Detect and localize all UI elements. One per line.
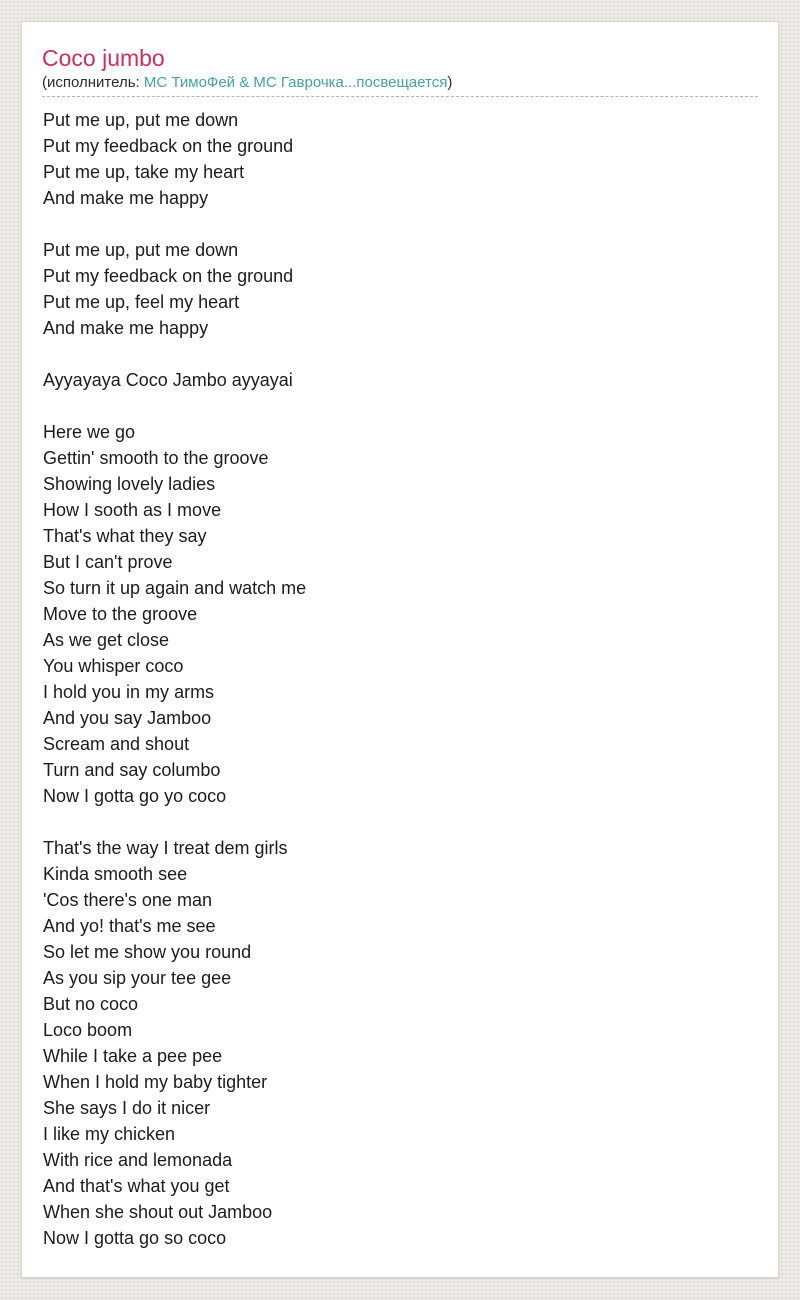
- lyric-line: Ayyayaya Coco Jambo ayyayai: [43, 370, 293, 390]
- page-title: Coco jumbo: [42, 45, 165, 71]
- lyric-line: Put my feedback on the ground: [43, 266, 294, 286]
- lyric-blank-line: [43, 809, 758, 835]
- lyrics-block: [22, 97, 778, 1277]
- lyric-line: Put my feedback on the ground: [43, 136, 294, 156]
- lyric-blank-line: [43, 211, 758, 237]
- lyrics-card: [21, 21, 779, 1278]
- lyric-line: Now I gotta go yo coco: [43, 786, 227, 806]
- lyric-line: Put me up, feel my heart: [43, 292, 240, 312]
- lyric-line: But no coco: [43, 994, 139, 1014]
- lyric-line: Now I gotta go so coco: [43, 1228, 227, 1248]
- artist-label-suffix: ): [447, 74, 453, 91]
- artist-label-prefix: (исполнитель:: [42, 74, 140, 91]
- lyric-line: With rice and lemonada: [43, 1150, 233, 1170]
- lyric-blank-line: [43, 341, 758, 367]
- lyric-line: When she shout out Jamboo: [43, 1202, 273, 1222]
- lyric-line: You whisper coco: [43, 656, 184, 676]
- lyric-blank-line: [43, 393, 758, 419]
- lyric-line: How I sooth as I move: [43, 500, 222, 520]
- lyric-line: So let me show you round: [43, 942, 252, 962]
- lyric-line: That's what they say: [43, 526, 207, 546]
- lyric-line: I like my chicken: [43, 1124, 176, 1144]
- lyric-line: Gettin' smooth to the groove: [43, 448, 269, 468]
- lyric-line: That's the way I treat dem girls: [43, 838, 288, 858]
- lyric-line: As you sip your tee gee: [43, 968, 232, 988]
- lyric-line: As we get close: [43, 630, 170, 650]
- lyric-line: Here we go: [43, 422, 136, 442]
- lyric-line: When I hold my baby tighter: [43, 1072, 268, 1092]
- lyric-line: 'Cos there's one man: [43, 890, 212, 910]
- lyric-line: Kinda smooth see: [43, 864, 188, 884]
- lyric-line: Loco boom: [43, 1020, 133, 1040]
- artist-line: [42, 74, 758, 92]
- lyric-line: But I can't prove: [43, 552, 173, 572]
- lyric-line: So turn it up again and watch me: [43, 578, 307, 598]
- lyric-line: And make me happy: [43, 188, 209, 208]
- lyric-line: And that's what you get: [43, 1176, 230, 1196]
- lyric-line: Turn and say columbo: [43, 760, 221, 780]
- lyric-line: Put me up, take my heart: [43, 162, 245, 182]
- lyric-line: Showing lovely ladies: [43, 474, 216, 494]
- lyric-line: Put me up, put me down: [43, 110, 239, 130]
- lyric-line: I hold you in my arms: [43, 682, 215, 702]
- artist-link[interactable]: МС ТимоФей & МС Гаврочка...посвещается: [143, 74, 448, 91]
- lyric-line: Scream and shout: [43, 734, 190, 754]
- lyric-line: While I take a pee pee: [43, 1046, 223, 1066]
- lyric-line: And make me happy: [43, 318, 209, 338]
- lyric-line: Put me up, put me down: [43, 240, 239, 260]
- lyric-line: And you say Jamboo: [43, 708, 212, 728]
- lyric-line: Move to the groove: [43, 604, 198, 624]
- song-header: [22, 22, 778, 96]
- lyric-line: And yo! that's me see: [43, 916, 216, 936]
- lyric-line: She says I do it nicer: [43, 1098, 211, 1118]
